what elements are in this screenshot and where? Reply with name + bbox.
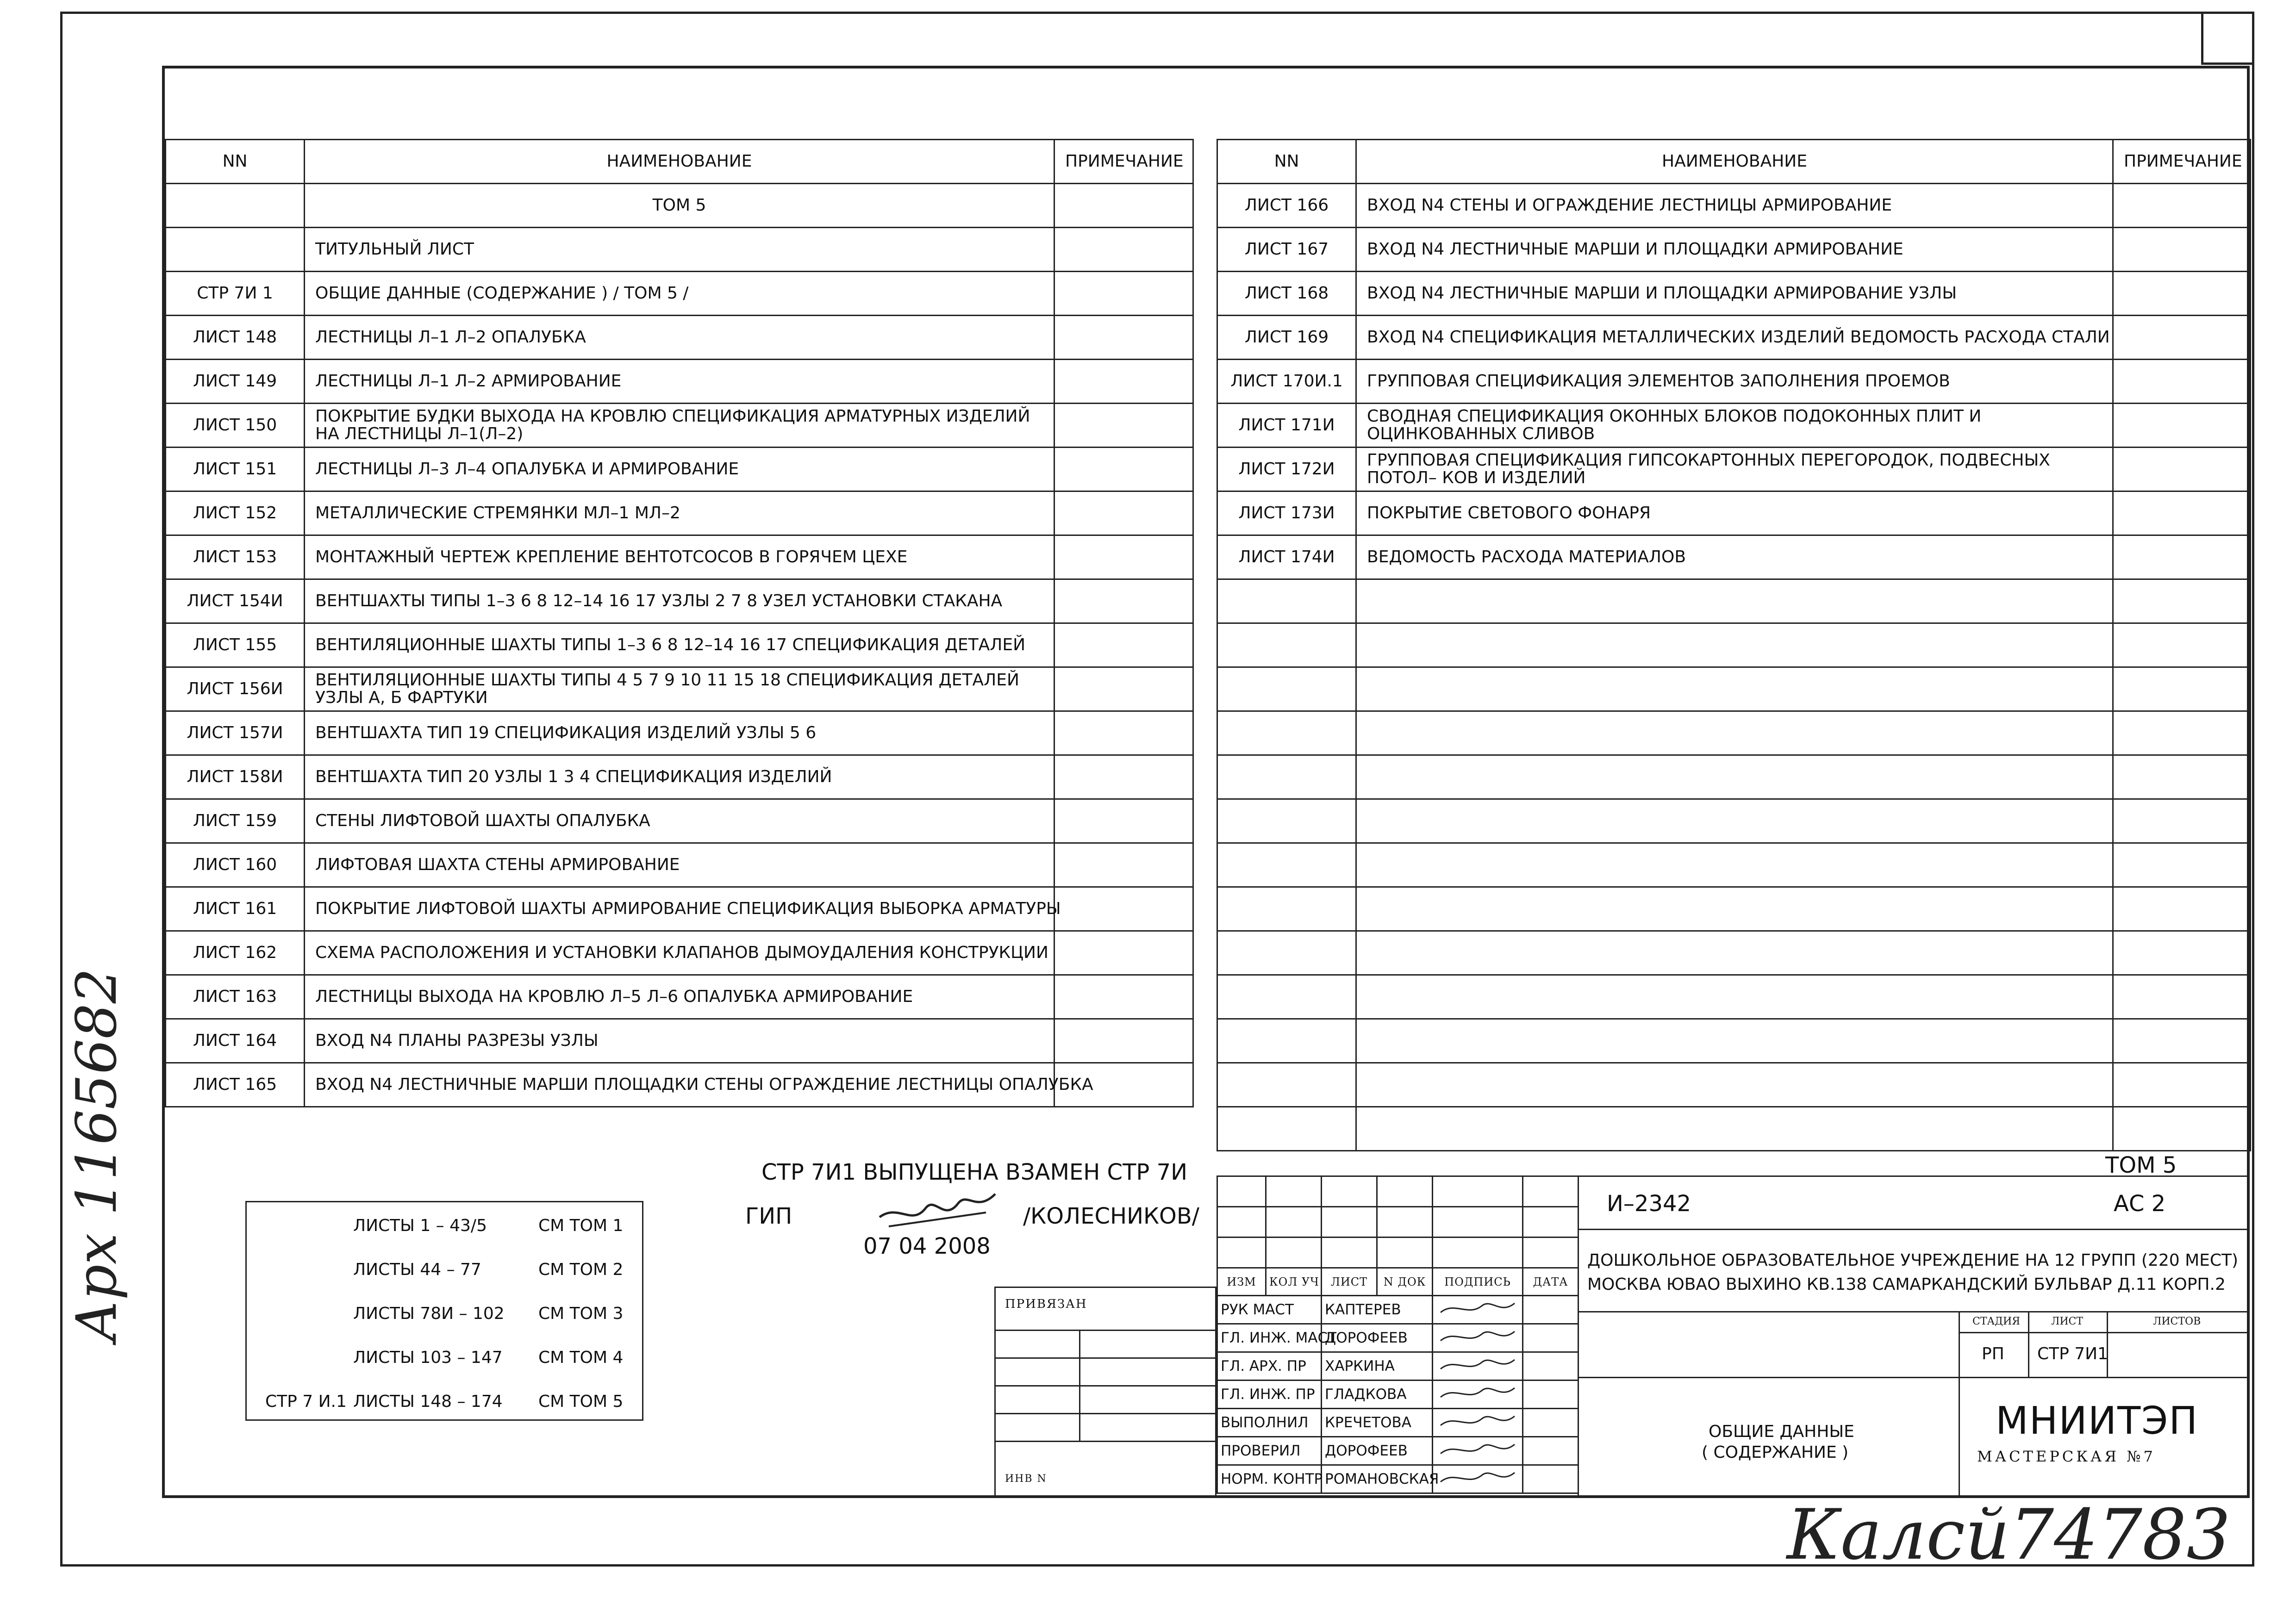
sheet-number: ЛИСТ 173И <box>1217 491 1356 535</box>
sheet-number: ЛИСТ 171И <box>1217 404 1356 448</box>
sheet-number: ЛИСТ 168 <box>1217 272 1356 316</box>
binding-block <box>994 1287 1217 1498</box>
sheet-note <box>2113 931 2251 975</box>
sheet-title: ПОКРЫТИЕ ЛИФТОВОЙ ШАХТЫ АРМИРОВАНИЕ СПЕЦИФИКАЦИЯ ВЫБОРКА АРМАТУРЫ <box>305 887 1054 931</box>
sheet-title: ЛЕСТНИЦЫ Л–3 Л–4 ОПАЛУБКА И АРМИРОВАНИЕ <box>305 448 1054 491</box>
col-header-name: НАИМЕНОВАНИЕ <box>305 140 1054 184</box>
sheet-title: ВХОД N4 ПЛАНЫ РАЗРЕЗЫ УЗЛЫ <box>305 1019 1054 1063</box>
table-row <box>1217 843 2251 887</box>
sheet-number: ЛИСТ 148 <box>166 316 305 360</box>
volume-sheets: ЛИСТЫ 1 – 43/5 <box>353 1216 487 1235</box>
gip-date: 07 04 2008 <box>863 1233 991 1259</box>
object-line-2: МОСКВА ЮВАО ВЫХИНО КВ.138 САМАРКАНДСКИЙ БУЛЬВАР Д.11 КОРП.2 <box>1587 1275 2226 1294</box>
sheet-note <box>1054 272 1193 316</box>
sheet-note <box>2113 228 2251 272</box>
revision-col-header: ИЗМ <box>1217 1268 1266 1296</box>
sheet-title <box>1356 975 2113 1019</box>
revision-cell <box>1433 1237 1523 1268</box>
sheet-number: ЛИСТ 163 <box>166 975 305 1019</box>
revision-row <box>1217 1207 1578 1237</box>
right-index-table <box>1217 139 2251 1151</box>
revision-grid <box>1217 1175 1579 1494</box>
archive-number: Арх 1165682 <box>65 968 129 1342</box>
gip-signature <box>870 1185 1009 1236</box>
inventory-label: ИНВ N <box>1005 1473 1047 1485</box>
sheet-number: ЛИСТ 172И <box>1217 448 1356 491</box>
sheet-number <box>1217 887 1356 931</box>
staff-date <box>1523 1437 1578 1465</box>
staff-name: ГЛАДКОВА <box>1322 1380 1433 1409</box>
sheet-note <box>1054 448 1193 491</box>
table-row <box>166 931 1193 975</box>
handwritten-note: Калсй74783 <box>1787 1495 2231 1575</box>
table-row <box>1217 535 2251 579</box>
organization: МНИИТЭП <box>1996 1399 2199 1443</box>
volume-sheets: ЛИСТЫ 148 – 174 <box>353 1392 503 1411</box>
staff-row <box>1217 1409 1578 1437</box>
stage-header: СТАДИЯ <box>1972 1316 2021 1327</box>
table-row <box>1217 887 2251 931</box>
sheet-number: ЛИСТ 158И <box>166 755 305 799</box>
sheet-title <box>1356 711 2113 755</box>
sheet-number <box>166 228 305 272</box>
sheet-note <box>1054 1019 1193 1063</box>
col-header-note: ПРИМЕЧАНИЕ <box>1054 140 1193 184</box>
table-row <box>1217 1063 2251 1107</box>
gip-label: ГИП <box>745 1203 792 1229</box>
sheet-title <box>1356 887 2113 931</box>
revision-cell <box>1523 1207 1578 1237</box>
col-header-note: ПРИМЕЧАНИЕ <box>2113 140 2251 184</box>
staff-name: ДОРОФЕЕВ <box>1322 1324 1433 1352</box>
revision-header-row <box>1217 1268 1578 1296</box>
revision-cell <box>1322 1207 1377 1237</box>
staff-date <box>1523 1380 1578 1409</box>
table-row <box>166 1019 1193 1063</box>
sheet-title: ВЕДОМОСТЬ РАСХОДА МАТЕРИАЛОВ <box>1356 535 2113 579</box>
sheet-header: ЛИСТ <box>2051 1316 2084 1327</box>
sheet-note <box>2113 1019 2251 1063</box>
table-row <box>1217 975 2251 1019</box>
table-row <box>166 448 1193 491</box>
sheet-number: ЛИСТ 174И <box>1217 535 1356 579</box>
issue-note: СТР 7И1 ВЫПУЩЕНА ВЗАМЕН СТР 7И <box>761 1159 1188 1185</box>
col-header-nn: NN <box>166 140 305 184</box>
binding-label: ПРИВЯЗАН <box>1005 1297 1087 1311</box>
sheet-number <box>166 184 305 228</box>
sheet-title <box>1356 1063 2113 1107</box>
sheet-number: ЛИСТ 164 <box>166 1019 305 1063</box>
table-row <box>1217 184 2251 228</box>
table-row <box>1217 755 2251 799</box>
staff-signature <box>1433 1324 1523 1352</box>
workshop: МАСТЕРСКАЯ №7 <box>1977 1448 2156 1465</box>
sheet-title: ВЕНТИЛЯЦИОННЫЕ ШАХТЫ ТИПЫ 1–3 6 8 12–14 16 17 СПЕЦИФИКАЦИЯ ДЕТАЛЕЙ <box>305 623 1054 667</box>
sheet-note <box>2113 799 2251 843</box>
doc-title-1: ОБЩИЕ ДАННЫЕ <box>1709 1422 1854 1441</box>
staff-role: ГЛ. ИНЖ. ПР <box>1217 1380 1322 1409</box>
staff-row <box>1217 1437 1578 1465</box>
table-row <box>166 404 1193 448</box>
staff-role: ГЛ. АРХ. ПР <box>1217 1352 1322 1380</box>
sheet-number <box>1217 799 1356 843</box>
table-header-row <box>1217 140 2251 184</box>
table-header-row <box>166 140 1193 184</box>
project-section: АС 2 <box>2114 1191 2166 1217</box>
sheet-title <box>1356 799 2113 843</box>
sheet-note <box>1054 667 1193 711</box>
revision-col-header: N ДОК <box>1377 1268 1433 1296</box>
table-row <box>1217 448 2251 491</box>
sheet-note <box>1054 228 1193 272</box>
volume-prefix: СТР 7 И.1 <box>265 1392 347 1411</box>
volume-reference: СМ ТОМ 3 <box>538 1304 624 1323</box>
sheet-title <box>1356 623 2113 667</box>
table-row <box>1217 931 2251 975</box>
staff-signature <box>1433 1409 1523 1437</box>
table-row <box>166 843 1193 887</box>
sheet-title: МОНТАЖНЫЙ ЧЕРТЕЖ КРЕПЛЕНИЕ ВЕНТОТСОСОВ В ГОРЯЧЕМ ЦЕХЕ <box>305 535 1054 579</box>
sheet-note <box>1054 184 1193 228</box>
sheet-note <box>2113 404 2251 448</box>
sheets-total-header: ЛИСТОВ <box>2153 1316 2201 1327</box>
revision-cell <box>1377 1237 1433 1268</box>
sheet-title <box>1356 755 2113 799</box>
col-header-nn: NN <box>1217 140 1356 184</box>
table-row <box>1217 404 2251 448</box>
sheet-number: ЛИСТ 170И.1 <box>1217 360 1356 404</box>
table-row <box>1217 1019 2251 1063</box>
sheet-note <box>2113 579 2251 623</box>
sheet-title: ВЕНТШАХТЫ ТИПЫ 1–3 6 8 12–14 16 17 УЗЛЫ 2 7 8 УЗЕЛ УСТАНОВКИ СТАКАНА <box>305 579 1054 623</box>
sheet-title <box>1356 931 2113 975</box>
sheet-number: ЛИСТ 154И <box>166 579 305 623</box>
sheet-note <box>2113 887 2251 931</box>
sheet-note <box>2113 184 2251 228</box>
revision-cell <box>1266 1207 1322 1237</box>
sheet-note <box>2113 623 2251 667</box>
sheet-number: ЛИСТ 166 <box>1217 184 1356 228</box>
sheet-note <box>1054 491 1193 535</box>
sheet-number: ЛИСТ 156И <box>166 667 305 711</box>
sheet-note <box>1054 316 1193 360</box>
revision-cell <box>1217 1176 1266 1207</box>
sheet-title: ВХОД N4 ЛЕСТНИЧНЫЕ МАРШИ ПЛОЩАДКИ СТЕНЫ ОГРАЖДЕНИЕ ЛЕСТНИЦЫ ОПАЛУБКА <box>305 1063 1054 1107</box>
sheet-number <box>1217 931 1356 975</box>
sheet-title: ВЕНТШАХТА ТИП 20 УЗЛЫ 1 3 4 СПЕЦИФИКАЦИЯ ИЗДЕЛИЙ <box>305 755 1054 799</box>
sheet-number: ЛИСТ 151 <box>166 448 305 491</box>
sheet-number: ЛИСТ 165 <box>166 1063 305 1107</box>
sheet-number <box>1217 975 1356 1019</box>
col-header-name: НАИМЕНОВАНИЕ <box>1356 140 2113 184</box>
table-row <box>166 755 1193 799</box>
sheet-title: ПОКРЫТИЕ СВЕТОВОГО ФОНАРЯ <box>1356 491 2113 535</box>
sheet-number: ЛИСТ 159 <box>166 799 305 843</box>
revision-cell <box>1266 1237 1322 1268</box>
sheet-number <box>1217 1107 1356 1151</box>
revision-cell <box>1523 1176 1578 1207</box>
staff-name: ХАРКИНА <box>1322 1352 1433 1380</box>
revision-cell <box>1523 1237 1578 1268</box>
sheet-title: ТИТУЛЬНЫЙ ЛИСТ <box>305 228 1054 272</box>
sheet-title: ВХОД N4 СПЕЦИФИКАЦИЯ МЕТАЛЛИЧЕСКИХ ИЗДЕЛИЙ ВЕДОМОСТЬ РАСХОДА СТАЛИ <box>1356 316 2113 360</box>
sheet-number <box>1217 623 1356 667</box>
sheet-title: ВХОД N4 ЛЕСТНИЧНЫЕ МАРШИ И ПЛОЩАДКИ АРМИРОВАНИЕ <box>1356 228 2113 272</box>
sheet-title: МЕТАЛЛИЧЕСКИЕ СТРЕМЯНКИ МЛ–1 МЛ–2 <box>305 491 1054 535</box>
staff-role: ГЛ. ИНЖ. МАСТ <box>1217 1324 1322 1352</box>
title-block-main <box>1578 1175 2250 1498</box>
doc-title-2: ( СОДЕРЖАНИЕ ) <box>1702 1443 1849 1462</box>
staff-name: ДОРОФЕЕВ <box>1322 1437 1433 1465</box>
sheet-number: ЛИСТ 150 <box>166 404 305 448</box>
sheet-note <box>1054 887 1193 931</box>
table-row <box>166 228 1193 272</box>
staff-role: ПРОВЕРИЛ <box>1217 1437 1322 1465</box>
sheet-note <box>2113 491 2251 535</box>
staff-role: РУК МАСТ <box>1217 1296 1322 1324</box>
staff-date <box>1523 1296 1578 1324</box>
sheet-number: ЛИСТ 153 <box>166 535 305 579</box>
sheet-note <box>2113 711 2251 755</box>
staff-row <box>1217 1296 1578 1324</box>
table-row <box>1217 272 2251 316</box>
revision-col-header: ЛИСТ <box>1322 1268 1377 1296</box>
staff-date <box>1523 1409 1578 1437</box>
revision-cell <box>1433 1207 1523 1237</box>
volume-sheets: ЛИСТЫ 44 – 77 <box>353 1260 481 1279</box>
volume-sheets: ЛИСТЫ 78И – 102 <box>353 1304 505 1323</box>
staff-name: КАПТЕРЕВ <box>1322 1296 1433 1324</box>
volume-reference: СМ ТОМ 5 <box>538 1392 624 1411</box>
staff-name: КРЕЧЕТОВА <box>1322 1409 1433 1437</box>
sheet-note <box>2113 975 2251 1019</box>
table-row <box>166 360 1193 404</box>
project-code: И–2342 <box>1607 1191 1691 1217</box>
revision-cell <box>1322 1237 1377 1268</box>
corner-box <box>2201 12 2254 65</box>
revision-cell <box>1377 1207 1433 1237</box>
table-row <box>1217 579 2251 623</box>
revision-cell <box>1217 1237 1266 1268</box>
sheet-title <box>1356 1019 2113 1063</box>
revision-row <box>1217 1176 1578 1207</box>
sheet-note <box>2113 1107 2251 1151</box>
sheet-title: СТЕНЫ ЛИФТОВОЙ ШАХТЫ ОПАЛУБКА <box>305 799 1054 843</box>
sheet-number: ЛИСТ 169 <box>1217 316 1356 360</box>
table-row <box>166 667 1193 711</box>
revision-cell <box>1433 1176 1523 1207</box>
revision-col-header: ДАТА <box>1523 1268 1578 1296</box>
table-row <box>1217 360 2251 404</box>
revision-cell <box>1377 1176 1433 1207</box>
table-row <box>1217 491 2251 535</box>
sheet-number <box>1217 667 1356 711</box>
revision-col-header: КОЛ УЧ <box>1266 1268 1322 1296</box>
table-row <box>166 535 1193 579</box>
staff-signature <box>1433 1465 1523 1493</box>
staff-signature <box>1433 1296 1523 1324</box>
sheet-number: ЛИСТ 149 <box>166 360 305 404</box>
sheet-number: СТР 7И 1 <box>166 272 305 316</box>
sheet-number <box>1217 711 1356 755</box>
sheet-note <box>2113 448 2251 491</box>
staff-row <box>1217 1324 1578 1352</box>
revision-cell <box>1217 1207 1266 1237</box>
sheet-number <box>1217 1063 1356 1107</box>
staff-row <box>1217 1380 1578 1409</box>
left-index-table <box>165 139 1194 1107</box>
sheet-note <box>2113 1063 2251 1107</box>
sheet-note <box>1054 931 1193 975</box>
staff-role: НОРМ. КОНТР <box>1217 1465 1322 1493</box>
sheet-title: СВОДНАЯ СПЕЦИФИКАЦИЯ ОКОННЫХ БЛОКОВ ПОДОКОННЫХ ПЛИТ И ОЦИНКОВАННЫХ СЛИВОВ <box>1356 404 2113 448</box>
sheet-number: ЛИСТ 160 <box>166 843 305 887</box>
volume-reference: СМ ТОМ 2 <box>538 1260 624 1279</box>
sheet-title: ЛЕСТНИЦЫ ВЫХОДА НА КРОВЛЮ Л–5 Л–6 ОПАЛУБКА АРМИРОВАНИЕ <box>305 975 1054 1019</box>
sheet-number: ЛИСТ 157И <box>166 711 305 755</box>
sheet-title: ЛЕСТНИЦЫ Л–1 Л–2 АРМИРОВАНИЕ <box>305 360 1054 404</box>
sheet-title <box>1356 1107 2113 1151</box>
staff-signature <box>1433 1437 1523 1465</box>
volumes-box <box>245 1201 643 1421</box>
sheet-number <box>1217 1019 1356 1063</box>
table-row <box>1217 1107 2251 1151</box>
table-row <box>166 491 1193 535</box>
staff-name: РОМАНОВСКАЯ <box>1322 1465 1433 1493</box>
sheet-note <box>1054 975 1193 1019</box>
sheet-number: ЛИСТ 162 <box>166 931 305 975</box>
sheet-number: ЛИСТ 155 <box>166 623 305 667</box>
table-row <box>166 1063 1193 1107</box>
revision-row <box>1217 1237 1578 1268</box>
sheet-title: ТОМ 5 <box>305 184 1054 228</box>
sheet-title: СХЕМА РАСПОЛОЖЕНИЯ И УСТАНОВКИ КЛАПАНОВ ДЫМОУДАЛЕНИЯ КОНСТРУКЦИИ <box>305 931 1054 975</box>
staff-date <box>1523 1352 1578 1380</box>
sheet-note <box>2113 535 2251 579</box>
sheet-note <box>2113 843 2251 887</box>
sheet-note <box>1054 755 1193 799</box>
table-row <box>1217 667 2251 711</box>
table-row <box>1217 316 2251 360</box>
staff-signature <box>1433 1352 1523 1380</box>
sheet-title <box>1356 579 2113 623</box>
staff-date <box>1523 1465 1578 1493</box>
sheet-title: ГРУППОВАЯ СПЕЦИФИКАЦИЯ ЭЛЕМЕНТОВ ЗАПОЛНЕНИЯ ПРОЕМОВ <box>1356 360 2113 404</box>
sheet-note <box>2113 360 2251 404</box>
sheet-note <box>2113 755 2251 799</box>
table-row <box>166 975 1193 1019</box>
object-line-1: ДОШКОЛЬНОЕ ОБРАЗОВАТЕЛЬНОЕ УЧРЕЖДЕНИЕ НА 12 ГРУПП (220 МЕСТ) <box>1587 1251 2239 1270</box>
stage-value: РП <box>1982 1344 2004 1363</box>
revision-col-header: ПОДПИСЬ <box>1433 1268 1523 1296</box>
table-row <box>1217 623 2251 667</box>
sheet-title: ВХОД N4 СТЕНЫ И ОГРАЖДЕНИЕ ЛЕСТНИЦЫ АРМИРОВАНИЕ <box>1356 184 2113 228</box>
table-row <box>1217 228 2251 272</box>
revision-cell <box>1322 1176 1377 1207</box>
table-row <box>166 623 1193 667</box>
sheet-title <box>1356 667 2113 711</box>
sheet-number: ЛИСТ 161 <box>166 887 305 931</box>
sheet-number <box>1217 579 1356 623</box>
volume-reference: СМ ТОМ 1 <box>538 1216 624 1235</box>
sheet-value: СТР 7И1 <box>2037 1344 2109 1363</box>
sheet-title <box>1356 843 2113 887</box>
sheet-number <box>1217 843 1356 887</box>
staff-date <box>1523 1324 1578 1352</box>
sheet-note <box>1054 843 1193 887</box>
revision-cell <box>1266 1176 1322 1207</box>
sheet-title: ВХОД N4 ЛЕСТНИЧНЫЕ МАРШИ И ПЛОЩАДКИ АРМИРОВАНИЕ УЗЛЫ <box>1356 272 2113 316</box>
table-row <box>1217 799 2251 843</box>
sheet-title: ВЕНТШАХТА ТИП 19 СПЕЦИФИКАЦИЯ ИЗДЕЛИЙ УЗЛЫ 5 6 <box>305 711 1054 755</box>
sheet-note <box>1054 579 1193 623</box>
table-row <box>166 272 1193 316</box>
staff-row <box>1217 1465 1578 1493</box>
table-row <box>1217 711 2251 755</box>
sheet-note <box>2113 316 2251 360</box>
sheet-note <box>2113 667 2251 711</box>
sheet-title: ВЕНТИЛЯЦИОННЫЕ ШАХТЫ ТИПЫ 4 5 7 9 10 11 15 18 СПЕЦИФИКАЦИЯ ДЕТАЛЕЙ УЗЛЫ А, Б ФАРТУКИ <box>305 667 1054 711</box>
sheet-note <box>1054 623 1193 667</box>
table-row <box>166 711 1193 755</box>
sheet-note <box>1054 404 1193 448</box>
table-row <box>166 799 1193 843</box>
sheet-number <box>1217 755 1356 799</box>
sheet-title: ЛИФТОВАЯ ШАХТА СТЕНЫ АРМИРОВАНИЕ <box>305 843 1054 887</box>
sheet-note <box>1054 360 1193 404</box>
sheet-title: ГРУППОВАЯ СПЕЦИФИКАЦИЯ ГИПСОКАРТОННЫХ ПЕРЕГОРОДОК, ПОДВЕСНЫХ ПОТОЛ– КОВ И ИЗДЕЛИЙ <box>1356 448 2113 491</box>
gip-name: /КОЛЕСНИКОВ/ <box>1023 1203 1199 1229</box>
sheet-title: ЛЕСТНИЦЫ Л–1 Л–2 ОПАЛУБКА <box>305 316 1054 360</box>
sheet-note <box>1054 799 1193 843</box>
sheet-note <box>2113 272 2251 316</box>
staff-row <box>1217 1352 1578 1380</box>
volume-reference: СМ ТОМ 4 <box>538 1348 624 1367</box>
table-row <box>166 579 1193 623</box>
sheet-number: ЛИСТ 167 <box>1217 228 1356 272</box>
sheet-note <box>1054 535 1193 579</box>
sheet-title: ПОКРЫТИЕ БУДКИ ВЫХОДА НА КРОВЛЮ СПЕЦИФИКАЦИЯ АРМАТУРНЫХ ИЗДЕЛИЙ НА ЛЕСТНИЦЫ Л–1(Л–2) <box>305 404 1054 448</box>
sheet-title: ОБЩИЕ ДАННЫЕ (СОДЕРЖАНИЕ ) / ТОМ 5 / <box>305 272 1054 316</box>
volume-sheets: ЛИСТЫ 103 – 147 <box>353 1348 503 1367</box>
staff-signature <box>1433 1380 1523 1409</box>
table-row <box>166 316 1193 360</box>
sheet-note <box>1054 711 1193 755</box>
table-row <box>166 184 1193 228</box>
table-row <box>166 887 1193 931</box>
staff-role: ВЫПОЛНИЛ <box>1217 1409 1322 1437</box>
volume-label: ТОМ 5 <box>2105 1152 2177 1178</box>
sheet-number: ЛИСТ 152 <box>166 491 305 535</box>
